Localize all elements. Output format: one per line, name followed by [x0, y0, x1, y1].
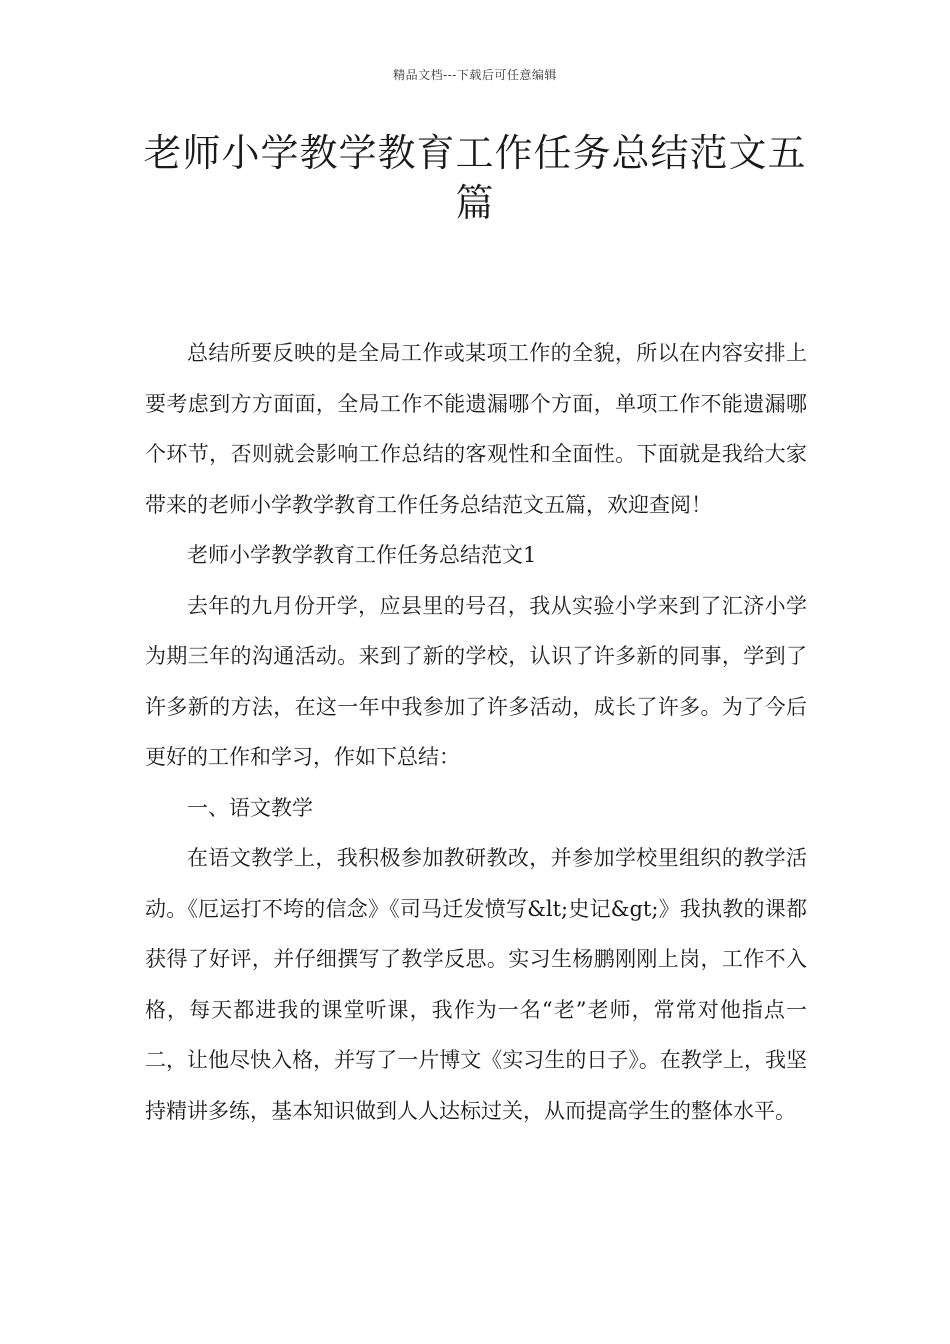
subsection-heading: 一、语文教学 — [187, 795, 313, 820]
section-title: 老师小学教学教育工作任务总结范文1 — [187, 543, 537, 567]
document-body — [145, 328, 807, 1136]
body-paragraph: 在语文教学上，我积极参加教研教改，并参加学校里组织的教学活动。《厄运打不垮的信念》《司马迁发愤写&lt;史记&gt;》我执教的课都获得了好评，并仔细撰写了教学反思。实习生杨鹏刚刚上岗，工作不入格，每天都进我的课堂听课，我作为一名“老”老师，常常对他指点一二，让他尽快入格，并写了一片博文《实习生的日子》。在教学上，我坚持精讲多练，基本知识做到人人达标过关，从而提高学生的整体水平。 — [145, 846, 807, 1123]
intro-paragraph: 总结所要反映的是全局工作或某项工作的全貌，所以在内容安排上要考虑到方方面面，全局工作不能遗漏哪个方面，单项工作不能遗漏哪个环节，否则就会影响工作总结的客观性和全面性。下面就是我给大家带来的老师小学教学教育工作任务总结范文五篇，欢迎查阅！ — [145, 341, 807, 517]
body-paragraph: 去年的九月份开学，应县里的号召，我从实验小学来到了汇济小学为期三年的沟通活动。来到了新的学校，认识了许多新的同事，学到了许多新的方法，在这一年中我参加了许多活动，成长了许多。为了今后更好的工作和学习，作如下总结： — [145, 593, 807, 769]
document-title: 老师小学教学教育工作任务总结范文五篇 — [143, 131, 807, 225]
page-header: 精品文档---下载后可任意编辑 — [393, 68, 557, 82]
